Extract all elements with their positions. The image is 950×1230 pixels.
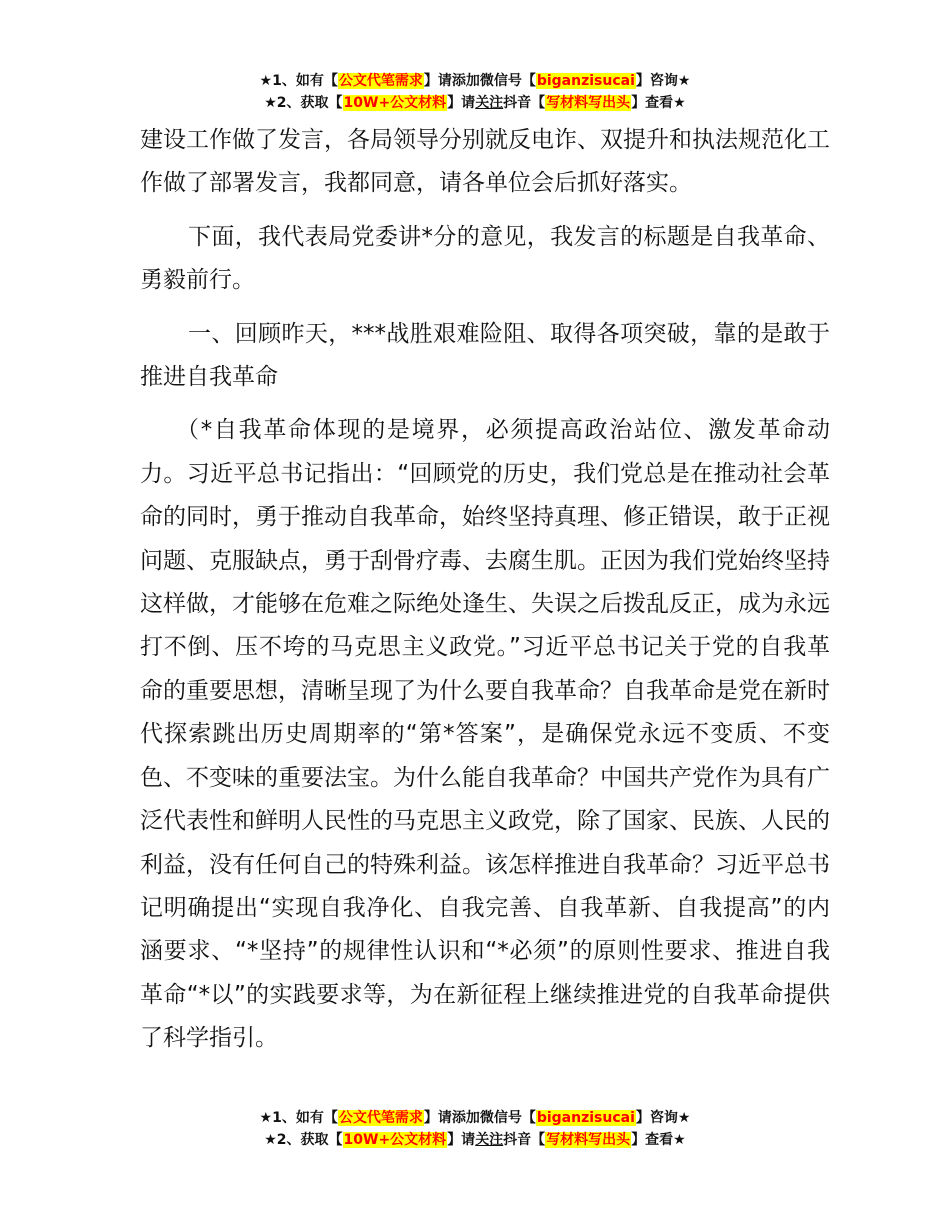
header-promo-banner: [0, 70, 950, 114]
promo-highlight-ghostwriting: 公文代笔需求: [338, 1110, 423, 1126]
promo-text: ★1、如有【: [259, 73, 338, 89]
promo-text: 抖音【: [503, 95, 546, 111]
promo-emphasis-follow: 关注: [475, 1132, 504, 1148]
promo-highlight-materials: 10W+公文材料: [343, 95, 447, 111]
promo-text: 】咨询★: [635, 73, 691, 89]
promo-text: ★2、获取【: [264, 1132, 343, 1148]
promo-text: 】请: [423, 73, 452, 89]
promo-emphasis-follow: 关注: [475, 95, 504, 111]
promo-emphasis-add: 添加: [451, 73, 480, 89]
promo-line-1: [0, 70, 950, 92]
promo-emphasis-add: 添加: [451, 1110, 480, 1126]
promo-text: 微信号【: [479, 1110, 536, 1126]
footer-promo-banner: [0, 1107, 950, 1151]
promo-text: 】请: [447, 1132, 476, 1148]
promo-line-2: [0, 1129, 950, 1151]
promo-text: 微信号【: [479, 73, 536, 89]
promo-line-2: [0, 92, 950, 114]
promo-text: 】请: [423, 1110, 452, 1126]
promo-text: 】查看★: [631, 95, 686, 111]
promo-highlight-ghostwriting: 公文代笔需求: [338, 73, 423, 89]
promo-highlight-douyin-account: 写材料写出头: [546, 95, 631, 111]
paragraph-self-revolution: （*自我革命体现的是境界，必须提高政治站位、激发革命动力。习近平总书记指出：“回顾党的历史，我们党总是在推动社会革命的同时，勇于推动自我革命，始终坚持真理、修正错误，敢于正视问题、克服缺点，勇于刮骨疗毒、去腐生肌。正因为我们党始终坚持这样做，才能够在危难之际绝处逢生、失误之后拨乱反正，成为永远打不倒、压不垮的马克思主义政党。”习近平总书记关于党的自我革命的重要思想，清晰呈现了为什么要自我革命？自我革命是党在新时代探索跳出历史周期率的“第*答案”，是确保党永远不变质、不变色、不变味的重要法宝。为什么能自我革命？中国共产党作为具有广泛代表性和鲜明人民性的马克思主义政党，除了国家、民族、人民的利益，没有任何自己的特殊利益。该怎样推进自我革命？习近平总书记明确提出“实现自我净化、自我完善、自我革新、自我提高”的内涵要求、“*坚持”的规律性认识和“*必须”的原则性要求、推进自我革命“*以”的实践要求等，为在新征程上继续推进党的自我革命提供了科学指引。: [140, 417, 830, 1052]
promo-text: ★1、如有【: [259, 1110, 338, 1126]
promo-line-1: [0, 1107, 950, 1129]
promo-text: 】查看★: [631, 1132, 686, 1148]
promo-text: 】咨询★: [635, 1110, 691, 1126]
section-heading-1: 一、回顾昨天，***战胜艰难险阻、取得各项突破，靠的是敢于推进自我革命: [140, 320, 830, 391]
promo-highlight-wechat-id: biganzisucai: [536, 1110, 635, 1126]
paragraph-intro: 下面，我代表局党委讲*分的意见，我发言的标题是自我革命、勇毅前行。: [140, 223, 830, 294]
promo-text: 抖音【: [503, 1132, 546, 1148]
promo-text: 】请: [447, 95, 476, 111]
promo-highlight-materials: 10W+公文材料: [343, 1132, 447, 1148]
promo-text: ★2、获取【: [264, 95, 343, 111]
document-body: [140, 119, 830, 1071]
promo-highlight-wechat-id: biganzisucai: [536, 73, 635, 89]
paragraph-continuation: 建设工作做了发言，各局领导分别就反电诈、双提升和执法规范化工作做了部署发言，我都同意，请各单位会后抓好落实。: [140, 127, 830, 197]
promo-highlight-douyin-account: 写材料写出头: [546, 1132, 631, 1148]
